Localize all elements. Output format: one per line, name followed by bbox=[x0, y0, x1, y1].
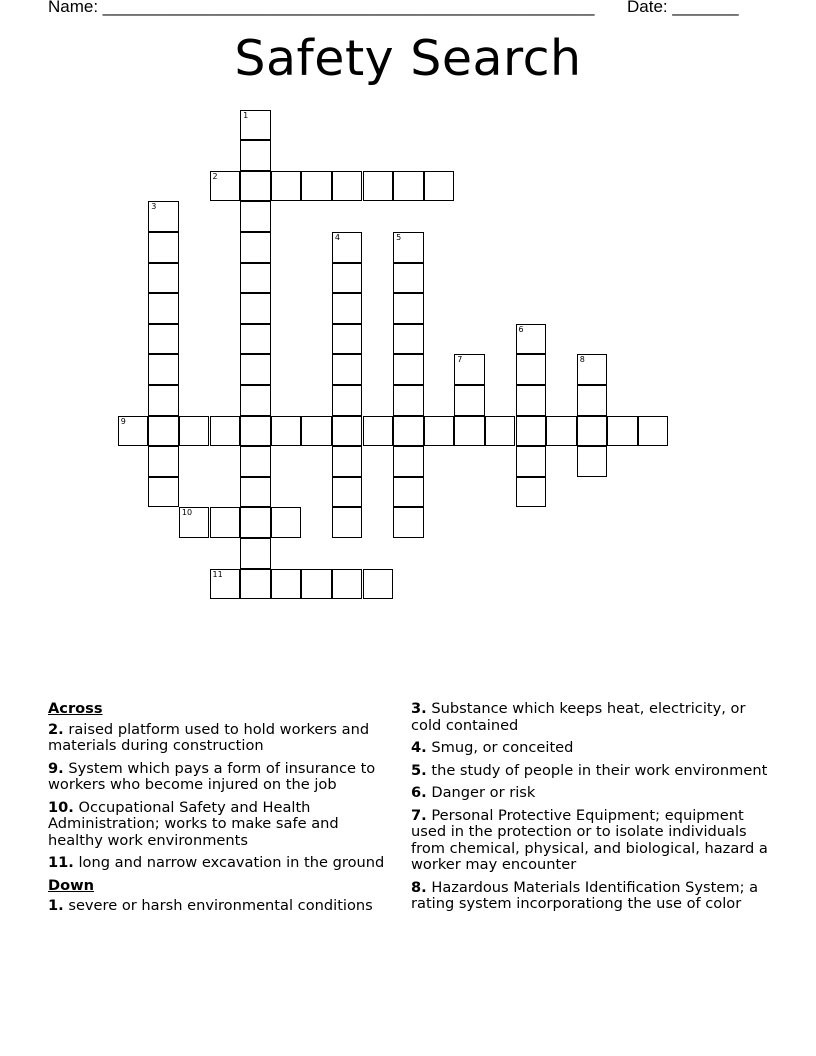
grid-cell[interactable] bbox=[332, 446, 363, 477]
clue-number: 3. bbox=[411, 700, 427, 717]
grid-cell[interactable] bbox=[240, 171, 271, 202]
grid-cell[interactable] bbox=[516, 446, 547, 477]
grid-cell[interactable] bbox=[332, 171, 363, 202]
clue-across-11 bbox=[48, 855, 398, 872]
grid-cell[interactable] bbox=[179, 507, 210, 538]
grid-cell[interactable] bbox=[240, 232, 271, 263]
clue-across-10 bbox=[48, 800, 398, 850]
grid-cell[interactable] bbox=[363, 569, 394, 600]
clue-number-label: 1 bbox=[243, 110, 249, 120]
grid-cell[interactable] bbox=[271, 507, 302, 538]
clue-across-2 bbox=[48, 722, 398, 755]
grid-cell[interactable] bbox=[424, 416, 455, 447]
grid-cell[interactable] bbox=[332, 263, 363, 294]
clue-number: 10. bbox=[48, 798, 74, 816]
clue-number: 6. bbox=[411, 784, 427, 801]
grid-cell[interactable] bbox=[148, 446, 179, 477]
grid-cell[interactable] bbox=[363, 171, 394, 202]
grid-cell[interactable] bbox=[240, 140, 271, 171]
grid-cell[interactable] bbox=[607, 416, 638, 447]
clue-down-7 bbox=[411, 808, 776, 874]
clue-text: Substance which keeps heat, electricity, or cold contained bbox=[411, 700, 746, 734]
grid-cell[interactable] bbox=[148, 416, 179, 447]
grid-cell[interactable] bbox=[393, 354, 424, 385]
grid-cell[interactable] bbox=[240, 416, 271, 447]
clue-number-label: 3 bbox=[151, 202, 157, 212]
clue-down-1 bbox=[48, 898, 398, 915]
clue-number: 5. bbox=[411, 761, 427, 779]
grid-cell[interactable] bbox=[210, 416, 241, 447]
clue-number-label: 9 bbox=[120, 416, 126, 426]
clue-number: 9. bbox=[48, 759, 64, 777]
date-field-label: Date: _______ bbox=[627, 0, 739, 16]
grid-cell[interactable] bbox=[118, 416, 149, 447]
grid-cell[interactable] bbox=[148, 354, 179, 385]
down-heading: Down bbox=[48, 876, 95, 894]
grid-cell[interactable] bbox=[363, 416, 394, 447]
clue-down-8 bbox=[411, 880, 776, 913]
clue-text: Danger or risk bbox=[431, 784, 536, 801]
grid-cell[interactable] bbox=[454, 416, 485, 447]
grid-cell[interactable] bbox=[240, 263, 271, 294]
clue-down-3 bbox=[411, 701, 776, 734]
clue-text: Occupational Safety and Health Administration; works to make safe and healthy work environments bbox=[48, 798, 339, 849]
grid-cell[interactable] bbox=[516, 385, 547, 416]
grid-cell[interactable] bbox=[148, 263, 179, 294]
grid-cell[interactable] bbox=[271, 171, 302, 202]
clue-down-4 bbox=[411, 740, 776, 757]
clue-text: System which pays a form of insurance to workers who become injured on the job bbox=[48, 759, 376, 793]
clue-number: 2. bbox=[48, 720, 64, 738]
grid-cell[interactable] bbox=[393, 293, 424, 324]
grid-cell[interactable] bbox=[577, 446, 608, 477]
grid-cell[interactable] bbox=[332, 507, 363, 538]
grid-cell[interactable] bbox=[240, 538, 271, 569]
grid-cell[interactable] bbox=[240, 201, 271, 232]
clue-number: 8. bbox=[411, 878, 427, 896]
grid-cell[interactable] bbox=[301, 416, 332, 447]
grid-cell[interactable] bbox=[210, 569, 241, 600]
name-field-label: Name: ____________________________________________________ bbox=[48, 0, 595, 16]
grid-cell[interactable] bbox=[332, 354, 363, 385]
clues-left-column bbox=[48, 701, 398, 921]
grid-cell[interactable] bbox=[148, 201, 179, 232]
clue-number-label: 8 bbox=[579, 355, 585, 365]
grid-cell[interactable] bbox=[577, 385, 608, 416]
grid-cell[interactable] bbox=[577, 354, 608, 385]
clue-number-label: 4 bbox=[334, 233, 340, 242]
clue-number-label: 10 bbox=[181, 508, 193, 518]
grid-cell[interactable] bbox=[148, 385, 179, 416]
grid-cell[interactable] bbox=[516, 354, 547, 385]
grid-cell[interactable] bbox=[332, 324, 363, 355]
grid-cell[interactable] bbox=[516, 416, 547, 447]
clue-text: Smug, or conceited bbox=[431, 739, 574, 756]
clue-number-label: 5 bbox=[396, 233, 402, 242]
clue-down-6 bbox=[411, 785, 776, 802]
grid-cell[interactable] bbox=[332, 569, 363, 600]
grid-cell[interactable] bbox=[332, 293, 363, 324]
grid-cell[interactable] bbox=[577, 416, 608, 447]
grid-cell[interactable] bbox=[271, 569, 302, 600]
grid-cell[interactable] bbox=[393, 263, 424, 294]
grid-cell[interactable] bbox=[179, 416, 210, 447]
grid-cell[interactable] bbox=[516, 477, 547, 508]
grid-cell[interactable] bbox=[454, 354, 485, 385]
clue-number: 4. bbox=[411, 739, 427, 756]
clues-right-column bbox=[411, 701, 776, 919]
grid-cell[interactable] bbox=[210, 507, 241, 538]
grid-cell[interactable] bbox=[332, 232, 363, 263]
grid-cell[interactable] bbox=[393, 171, 424, 202]
grid-cell[interactable] bbox=[148, 477, 179, 508]
grid-cell[interactable] bbox=[240, 293, 271, 324]
grid-cell[interactable] bbox=[638, 416, 669, 447]
grid-cell[interactable] bbox=[393, 385, 424, 416]
grid-cell[interactable] bbox=[240, 385, 271, 416]
grid-cell[interactable] bbox=[516, 324, 547, 355]
grid-cell[interactable] bbox=[332, 477, 363, 508]
clue-number-label: 2 bbox=[212, 171, 218, 181]
grid-cell[interactable] bbox=[148, 232, 179, 263]
grid-cell[interactable] bbox=[240, 507, 271, 538]
grid-cell[interactable] bbox=[393, 232, 424, 263]
grid-cell[interactable] bbox=[485, 416, 516, 447]
grid-cell[interactable] bbox=[332, 385, 363, 416]
clue-text: severe or harsh environmental conditions bbox=[68, 897, 373, 914]
clue-number: 1. bbox=[48, 897, 64, 914]
grid-cell[interactable] bbox=[240, 569, 271, 600]
clue-text: the study of people in their work environment bbox=[431, 761, 768, 779]
grid-cell[interactable] bbox=[240, 446, 271, 477]
clue-number: 11. bbox=[48, 854, 74, 871]
clue-number: 7. bbox=[411, 806, 427, 824]
clue-number-label: 11 bbox=[212, 569, 223, 579]
across-heading: Across bbox=[48, 700, 103, 717]
clue-number-label: 7 bbox=[457, 355, 463, 365]
clue-across-9 bbox=[48, 761, 398, 794]
page-title: Safety Search bbox=[234, 30, 582, 87]
grid-cell[interactable] bbox=[148, 324, 179, 355]
grid-cell[interactable] bbox=[424, 171, 455, 202]
grid-cell[interactable] bbox=[546, 416, 577, 447]
grid-cell[interactable] bbox=[148, 293, 179, 324]
grid-cell[interactable] bbox=[301, 569, 332, 600]
grid-cell[interactable] bbox=[271, 416, 302, 447]
grid-cell[interactable] bbox=[240, 324, 271, 355]
grid-cell[interactable] bbox=[240, 110, 271, 141]
clue-text: Hazardous Materials Identification System; a rating system incorporationg the use of color bbox=[411, 878, 759, 912]
clue-down-5 bbox=[411, 763, 776, 780]
grid-cell[interactable] bbox=[393, 416, 424, 447]
grid-cell[interactable] bbox=[210, 171, 241, 202]
clue-text: long and narrow excavation in the ground bbox=[78, 854, 385, 871]
grid-cell[interactable] bbox=[240, 477, 271, 508]
grid-cell[interactable] bbox=[393, 507, 424, 538]
clue-text: raised platform used to hold workers and materials during construction bbox=[48, 720, 370, 754]
clue-text: Personal Protective Equipment; equipment used in the protection or to isolate individuals from chemical, physical, and biological, hazard a worker may encounter bbox=[411, 806, 768, 873]
grid-cell[interactable] bbox=[393, 477, 424, 508]
grid-cell[interactable] bbox=[393, 324, 424, 355]
grid-cell[interactable] bbox=[301, 171, 332, 202]
grid-cell[interactable] bbox=[240, 354, 271, 385]
clue-number-label: 6 bbox=[518, 324, 524, 334]
grid-cell[interactable] bbox=[393, 446, 424, 477]
grid-cell[interactable] bbox=[454, 385, 485, 416]
grid-cell[interactable] bbox=[332, 416, 363, 447]
